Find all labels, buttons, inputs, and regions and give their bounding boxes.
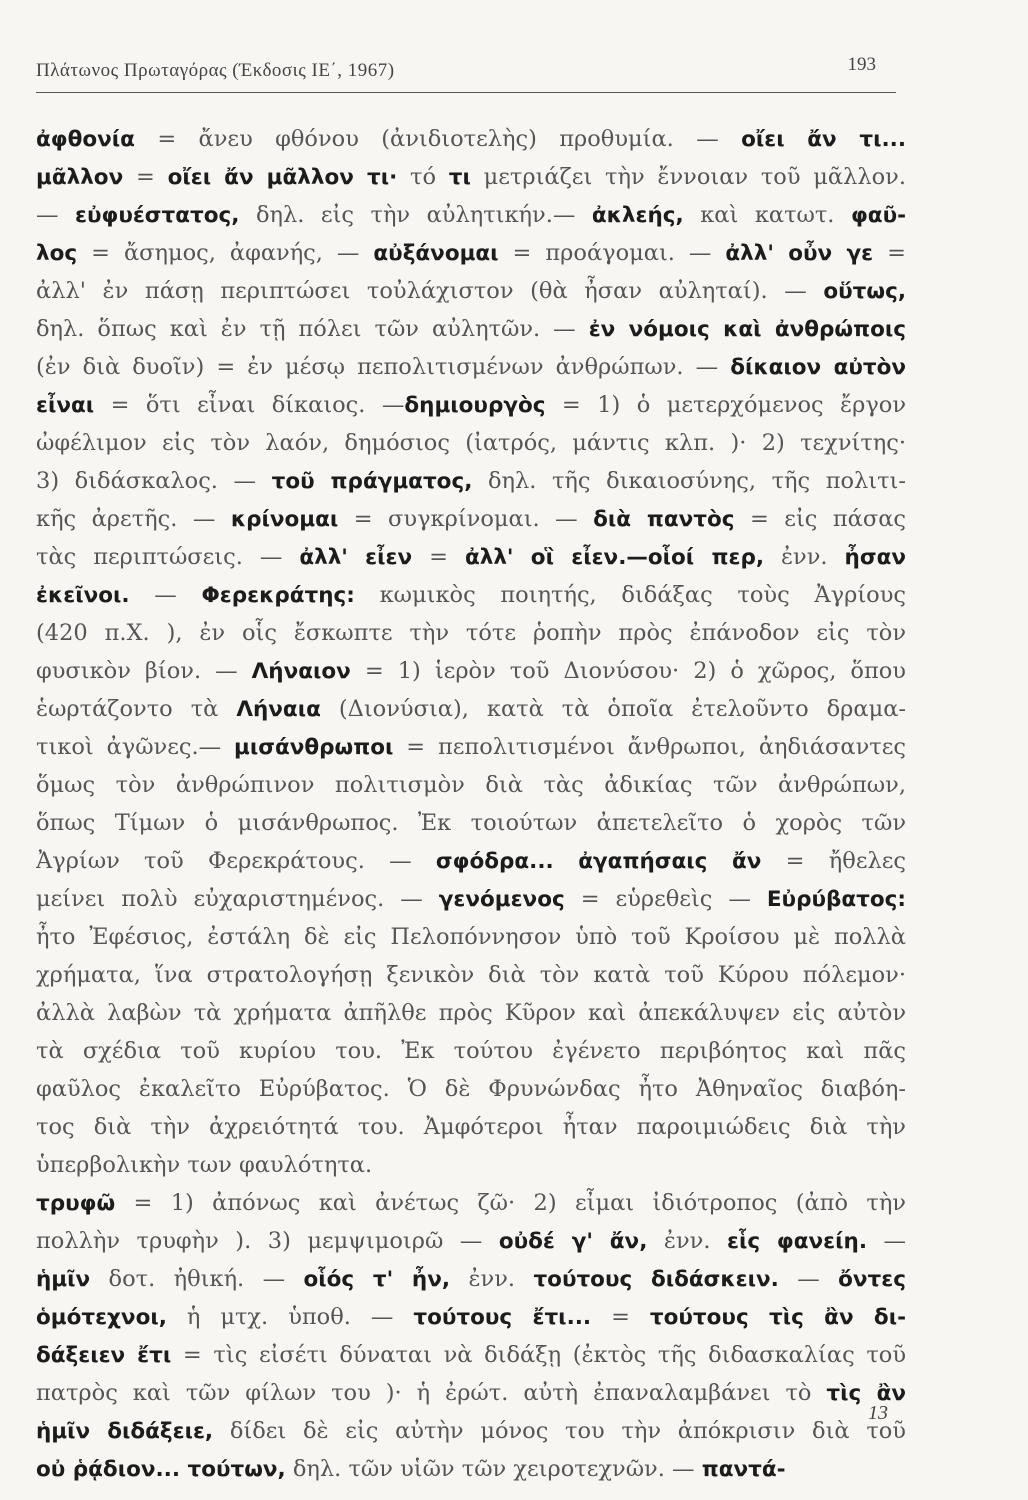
gloss-text: ἐνν.: [647, 1228, 727, 1254]
lemma-term: οἴει ἄν τι...: [741, 127, 906, 152]
text-line: [36, 1184, 906, 1222]
lemma-term: ἀλλ' εἶεν: [299, 545, 413, 570]
text-line: [36, 956, 906, 994]
lemma-term: τούτους ἔτι...: [413, 1305, 592, 1330]
gloss-text: = τὶς εἰσέτι δύναται νὰ διδάξῃ (ἐκτὸς τῆς διδασκαλίας τοῦ: [171, 1342, 906, 1368]
gloss-text: τὰ σχέδια τοῦ κυρίου του. Ἐκ τούτου ἐγένετο περιβόητος καὶ πᾶς: [36, 1038, 906, 1064]
text-line: [36, 728, 906, 766]
gloss-text: =: [412, 544, 465, 570]
lemma-term: διὰ παντὸς: [593, 507, 735, 532]
text-line: [36, 1146, 906, 1184]
text-line: [36, 1222, 906, 1260]
text-line: [36, 1108, 906, 1146]
text-line: [36, 880, 906, 918]
lemma-term: Λήναια: [236, 697, 321, 722]
text-line: [36, 690, 906, 728]
gloss-text: ἐνν.: [764, 544, 845, 570]
gloss-text: = συγκρίνομαι. —: [338, 506, 594, 532]
lemma-term: τούτους τὶς ἂν δι-: [649, 1305, 906, 1330]
gloss-text: πολλὴν τρυφὴν ). 3) μεμψιμοιρῶ —: [36, 1228, 499, 1254]
text-line: [36, 614, 906, 652]
text-line: [36, 348, 906, 386]
lemma-term: ἐκεῖνοι.: [36, 583, 130, 608]
commentary-text: [36, 120, 906, 1488]
lemma-term: ἐν νόμοις καὶ ἀνθρώποις: [588, 317, 906, 342]
gloss-text: μείνει πολὺ εὐχαριστημένος. —: [36, 886, 439, 912]
gloss-text: —: [778, 1266, 839, 1292]
lemma-term: μισάνθρωποι: [234, 735, 394, 760]
gloss-text: = πεπολιτισμένοι ἄνθρωποι, ἀηδιάσαντες: [393, 734, 906, 760]
gloss-text: Ἀγρίων τοῦ Φερεκράτους. —: [36, 848, 436, 874]
gloss-text: —: [36, 202, 76, 228]
text-line: [36, 386, 906, 424]
text-line: [36, 918, 906, 956]
gloss-text: (ἐν διὰ δυοῖν) = ἐν μέσῳ πεπολιτισμένων ἀνθρώπων. —: [36, 354, 731, 380]
text-line: [36, 310, 906, 348]
text-line: [36, 1336, 906, 1374]
gloss-text: = ἄσημος, ἀφανής, —: [77, 240, 374, 266]
gloss-text: —: [129, 582, 202, 608]
lemma-term: ὄντες: [838, 1267, 906, 1292]
text-line: [36, 196, 906, 234]
gloss-text: καὶ κατωτ.: [683, 202, 851, 228]
gloss-text: =: [873, 240, 906, 266]
gloss-text: μετριάζει τὴν ἔννοιαν τοῦ μᾶλλον.: [470, 164, 906, 190]
text-line: [36, 462, 906, 500]
running-title: Πλάτωνος Πρωταγόρας (Έκδοσις ΙΕ΄, 1967): [36, 60, 395, 81]
gloss-text: = 1) ἱερὸν τοῦ Διονύσου· 2) ὁ χῶρος, ὅπου: [350, 658, 906, 684]
text-line: [36, 1070, 906, 1108]
lemma-term: αὐξάνομαι: [373, 241, 499, 266]
lemma-term: σφόδρα... ἀγαπήσαις ἄν: [435, 849, 762, 874]
gloss-text: = ὅτι εἶναι δίκαιος. —: [94, 392, 405, 418]
lemma-term: εἶναι: [36, 393, 95, 418]
lemma-term: παντά-: [701, 1457, 786, 1482]
lemma-term: Λήναιον: [251, 659, 351, 684]
lemma-term: δάξειεν ἔτι: [36, 1343, 172, 1368]
gloss-text: = εἰς πάσας: [734, 506, 906, 532]
lemma-term: τὶς ἂν: [826, 1381, 906, 1406]
gloss-text: δίδει δὲ εἰς αὐτὴν μόνος του τὴν ἀπόκρισιν διὰ τοῦ: [213, 1418, 906, 1444]
lemma-term: ἀλλ' οὖν γε: [725, 241, 874, 266]
gloss-text: τικοὶ ἀγῶνες.—: [36, 734, 235, 760]
lemma-term: Εὐρύβατος:: [766, 887, 906, 912]
gloss-text: ὅπως Τίμων ὁ μισάνθρωπος. Ἐκ τοιούτων ἀπετελεῖτο ὁ χορὸς τῶν: [36, 810, 906, 836]
gloss-text: δοτ. ἠθική. —: [90, 1266, 304, 1292]
lemma-term: εὐφυέστατος,: [75, 203, 240, 228]
gloss-text: τὰς περιπτώσεις. —: [36, 544, 300, 570]
lemma-term: εἷς φανείη.: [727, 1229, 867, 1254]
gloss-text: ἦτο Ἐφέσιος, ἐστάλη δὲ εἰς Πελοπόννησον ὑπὸ τοῦ Κροίσου μὲ πολλὰ: [36, 924, 906, 950]
gloss-text: δηλ. ὅπως καὶ ἐν τῇ πόλει τῶν αὐλητῶν. —: [36, 316, 589, 342]
gloss-text: ἡ μτχ. ὑποθ. —: [166, 1304, 414, 1330]
gloss-text: ὑπερβολικὴν των φαυλότητα.: [36, 1152, 373, 1178]
lemma-term: ἀκλεής,: [591, 203, 684, 228]
gloss-text: κωμικὸς ποιητής, διδάξας τοὺς Ἀγρίους: [354, 582, 906, 608]
gloss-text: = προάγομαι. —: [498, 240, 726, 266]
text-line: [36, 120, 906, 158]
lemma-term: ἡμῖν: [36, 1267, 91, 1292]
text-line: [36, 1412, 906, 1450]
gloss-text: = εὑρεθεὶς —: [564, 886, 767, 912]
text-line: [36, 1032, 906, 1070]
gloss-text: κῆς ἀρετῆς. —: [36, 506, 231, 532]
gloss-text: πατρὸς καὶ τῶν φίλων του )· ἡ ἐρώτ. αὐτὴ ἐπαναλαμβάνει τὸ: [36, 1380, 827, 1406]
gloss-text: τό: [397, 164, 449, 190]
gloss-text: ὅμως τὸν ἀνθρώπινον πολιτισμὸν διὰ τὰς ἀδικίας τῶν ἀνθρώπων,: [36, 772, 906, 798]
gloss-text: δηλ. τῆς δικαιοσύνης, τῆς πολιτι-: [472, 468, 906, 494]
gloss-text: δηλ. εἰς τὴν αὐλητικήν.—: [239, 202, 592, 228]
lemma-term: ἦσαν: [844, 545, 906, 570]
running-head: [36, 52, 896, 93]
signature-mark: 13: [868, 1402, 888, 1424]
gloss-text: (420 π.Χ. ), ἐν οἷς ἔσκωπτε τὴν τότε ῥοπὴν πρὸς ἐπάνοδον εἰς τὸν: [36, 620, 906, 646]
gloss-text: ὠφέλιμον εἰς τὸν λαόν, δημόσιος (ἰατρός, μάντις κλπ. )· 2) τεχνίτης·: [36, 430, 906, 456]
text-line: [36, 500, 906, 538]
text-line: [36, 1450, 906, 1488]
lemma-term: ἡμῖν διδάξειε,: [36, 1419, 214, 1444]
gloss-text: = 1) ὁ μετερχόμενος ἔργον: [545, 392, 906, 418]
page-number: 193: [847, 54, 876, 75]
text-line: [36, 652, 906, 690]
gloss-text: = ἤθελες: [761, 848, 906, 874]
gloss-text: φαῦλος ἐκαλεῖτο Εὐρύβατος. Ὁ δὲ Φρυνώνδας ἦτο Ἀθηναῖος διαβόη-: [36, 1076, 906, 1102]
gloss-text: ἀλλὰ λαβὼν τὰ χρήματα ἀπῆλθε πρὸς Κῦρον καὶ ἀπεκάλυψεν εἰς αὐτὸν: [36, 1000, 906, 1026]
gloss-text: φυσικὸν βίον. —: [36, 658, 252, 684]
lemma-term: δημιουργὸς: [404, 393, 546, 418]
gloss-text: = 1) ἀπόνως καὶ ἀνέτως ζῶ· 2) εἶμαι ἰδιότροπος (ἀπὸ τὴν: [115, 1190, 906, 1216]
lemma-term: οἷός τ' ἦν,: [303, 1267, 451, 1292]
text-line: [36, 538, 906, 576]
lemma-term: τούτους διδάσκειν.: [533, 1267, 779, 1292]
gloss-text: χρήματα, ἵνα στρατολογήσῃ ξενικὸν διὰ τὸν κατὰ τοῦ Κύρου πόλεμον·: [36, 962, 906, 988]
lemma-term: οὐδέ γ' ἄν,: [498, 1229, 648, 1254]
lemma-term: ὁμότεχνοι,: [36, 1305, 167, 1330]
text-line: [36, 158, 906, 196]
gloss-text: δηλ. τῶν υἱῶν τῶν χειροτεχνῶν. —: [285, 1456, 702, 1482]
lemma-term: οἴει ἄν μᾶλλον τι·: [167, 165, 398, 190]
text-line: [36, 842, 906, 880]
lemma-term: Φερεκράτης:: [201, 583, 355, 608]
lemma-term: ἀλλ' οἳ εἶεν.—οἷοί περ,: [464, 545, 765, 570]
text-line: [36, 804, 906, 842]
gloss-text: = ἄνευ φθόνου (ἀνιδιοτελὴς) προθυμία. —: [134, 126, 742, 152]
gloss-text: =: [123, 164, 168, 190]
lemma-term: τι: [448, 165, 471, 190]
text-line: [36, 1298, 906, 1336]
lemma-term: φαῦ-: [850, 203, 906, 228]
gloss-text: ἑωρτάζοντο τὰ: [36, 696, 237, 722]
gloss-text: 3) διδάσκαλος. —: [36, 468, 272, 494]
lemma-term: γενόμενος: [438, 887, 565, 912]
text-line: [36, 234, 906, 272]
text-line: [36, 1374, 906, 1412]
gloss-text: τος διὰ τὴν ἀχρειότητά του. Ἀμφότεροι ἦταν παροιμιώδεις διὰ τὴν: [36, 1114, 906, 1140]
text-line: [36, 576, 906, 614]
lemma-term: δίκαιον αὐτὸν: [730, 355, 906, 380]
lemma-term: μᾶλλον: [36, 165, 124, 190]
gloss-text: —: [867, 1228, 906, 1254]
text-line: [36, 994, 906, 1032]
gloss-text: (Διονύσια), κατὰ τὰ ὁποῖα ἐτελοῦντο δραμα-: [320, 696, 906, 722]
text-line: [36, 424, 906, 462]
lemma-term: οὐ ῥᾴδιον... τούτων,: [36, 1457, 286, 1482]
text-line: [36, 272, 906, 310]
gloss-text: ἐνν.: [450, 1266, 534, 1292]
gloss-text: ἀλλ' ἐν πάσῃ περιπτώσει τοὐλάχιστον (θὰ ἦσαν αὐληταί). —: [36, 278, 824, 304]
text-line: [36, 1260, 906, 1298]
text-line: [36, 766, 906, 804]
gloss-text: =: [591, 1304, 650, 1330]
lemma-term: τοῦ πράγματος,: [271, 469, 473, 494]
lemma-term: τρυφῶ: [36, 1191, 116, 1216]
lemma-term: κρίνομαι: [230, 507, 339, 532]
lemma-term: οὕτως,: [823, 279, 906, 304]
lemma-term: ἀφθονία: [36, 127, 135, 152]
lemma-term: λος: [36, 241, 78, 266]
